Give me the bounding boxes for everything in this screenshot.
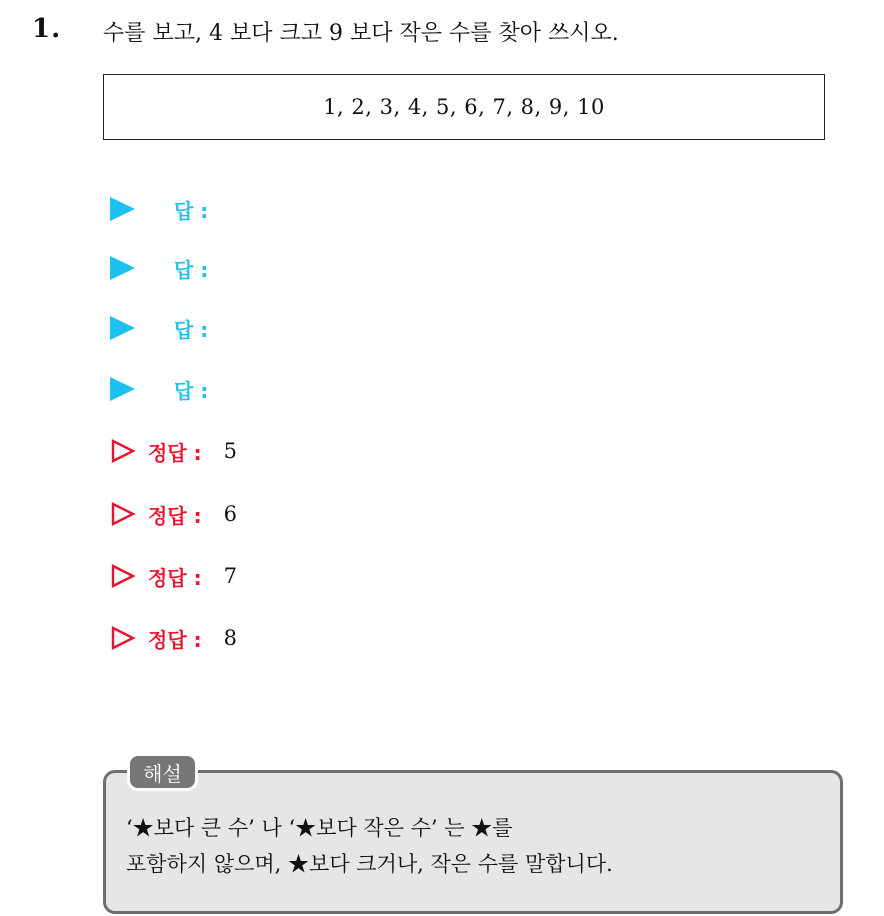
question-number: 1. — [32, 14, 62, 44]
filled-triangle-right-icon — [110, 256, 135, 280]
correct-answer-row-4 — [110, 622, 237, 654]
outline-triangle-right-icon — [110, 625, 136, 651]
answer-label: 답 : — [174, 198, 209, 223]
correct-answer-row-2 — [110, 498, 237, 530]
correct-answer-label: 정답 : — [148, 440, 202, 465]
answer-label: 답 : — [174, 378, 209, 403]
correct-answer-label: 정답 : — [148, 503, 202, 528]
answer-row-2[interactable] — [110, 253, 208, 283]
correct-answer-label: 정답 : — [148, 627, 202, 652]
explanation-panel — [103, 770, 843, 914]
answer-label: 답 : — [174, 317, 209, 342]
answer-row-3[interactable] — [110, 313, 208, 343]
correct-answer-label: 정답 : — [148, 565, 202, 590]
filled-triangle-right-icon — [110, 316, 135, 340]
explanation-line-2: 포함하지 않으며, ★보다 크거나, 작은 수를 말합니다. — [126, 852, 613, 876]
number-list: 1, 2, 3, 4, 5, 6, 7, 8, 9, 10 — [323, 95, 605, 119]
correct-answer-value: 7 — [223, 564, 237, 588]
filled-triangle-right-icon — [110, 377, 135, 401]
correct-answer-row-1 — [110, 435, 237, 467]
correct-answer-row-3 — [110, 560, 237, 592]
explanation-line-1: ‘★보다 큰 수’ 나 ‘★보다 작은 수’ 는 ★를 — [126, 816, 513, 840]
answer-label: 답 : — [174, 257, 209, 282]
correct-answer-value: 8 — [223, 626, 237, 650]
correct-answer-value: 5 — [223, 439, 237, 463]
explanation-title: 해설 — [127, 753, 198, 791]
correct-answer-value: 6 — [223, 502, 237, 526]
question-text: 수를 보고, 4 보다 크고 9 보다 작은 수를 찾아 쓰시오. — [103, 21, 619, 46]
outline-triangle-right-icon — [110, 501, 136, 527]
outline-triangle-right-icon — [110, 438, 136, 464]
answer-row-1[interactable] — [110, 194, 208, 224]
outline-triangle-right-icon — [110, 563, 136, 589]
answer-row-4[interactable] — [110, 374, 208, 404]
number-list-box — [103, 74, 825, 140]
filled-triangle-right-icon — [110, 197, 135, 221]
